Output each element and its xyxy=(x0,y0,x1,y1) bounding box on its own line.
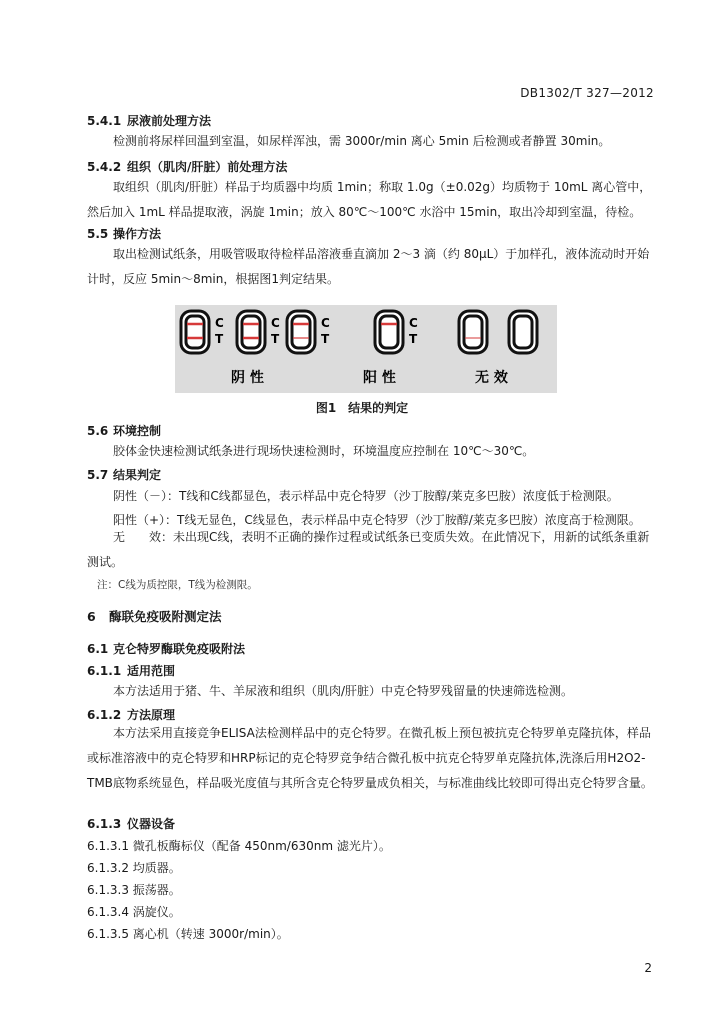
equipment-item: 6.1.3.4 涡旋仪。 xyxy=(87,905,181,919)
c-label: C xyxy=(321,316,330,330)
c-label: C xyxy=(215,316,224,330)
figure-caption: 图1 结果的判定 xyxy=(315,401,409,415)
section-6-heading xyxy=(87,607,222,625)
section-6-1-3-heading xyxy=(87,815,175,832)
label-invalid: 无 效 xyxy=(475,370,508,386)
equipment-item: 6.1.3.5 离心机（转速 3000r/min）。 xyxy=(87,927,289,941)
page-number: 2 xyxy=(644,961,652,975)
section-number: 6.1.2 xyxy=(87,708,122,722)
section-title: 组织（肌肉/肝脏）前处理方法 xyxy=(127,160,288,174)
equipment-item: 6.1.3.3 振荡器。 xyxy=(87,883,181,897)
section-title: 结果判定 xyxy=(113,468,162,482)
section-number: 6.1.1 xyxy=(87,664,122,678)
section-5-5-heading xyxy=(87,225,161,242)
section-6-1-2-body: 本方法采用直接竞争ELISA法检测样品中的克仑特罗。在微孔板上预包被抗克仑特罗单克隆抗体，样品或标准溶液中的克仑特罗和HRP标记的克仑特罗竞争结合微孔板中抗克仑特罗单克隆抗体,洗涤后用H2O2-TMB底物系统显色，样品吸光度值与其所含克仑特罗量成负相关，与标准曲线比较即可得出克仑特罗含量。 xyxy=(87,726,653,790)
c-label: C xyxy=(409,316,418,330)
section-6-1-1-heading xyxy=(87,662,175,679)
section-title: 适用范围 xyxy=(127,664,176,678)
section-6-1-1-body: 本方法适用于猪、牛、羊尿液和组织（肌肉/肝脏）中克仑特罗残留量的快速筛选检测。 xyxy=(113,684,574,698)
result-positive-text: 阳性（+）：T线无显色，C线显色，表示样品中克仑特罗（沙丁胺醇/莱克多巴胺）浓度高于检测限。 xyxy=(113,513,641,527)
section-6-1-heading xyxy=(87,640,245,657)
label-negative: 阴 性 xyxy=(231,370,264,386)
test-strip-invalid-1 xyxy=(459,311,487,353)
section-title: 酶联免疫吸附测定法 xyxy=(109,609,222,624)
t-label: T xyxy=(321,332,330,346)
result-judgement-figure xyxy=(175,305,557,393)
test-strip-positive xyxy=(375,311,403,353)
section-number: 6.1.3 xyxy=(87,817,122,831)
section-number: 5.5 xyxy=(87,227,109,241)
section-number: 5.6 xyxy=(87,424,109,438)
equipment-item: 6.1.3.1 微孔板酶标仪（配备 450nm/630nm 滤光片）。 xyxy=(87,839,391,853)
section-5-7-heading xyxy=(87,466,161,483)
result-invalid-text: 无 效：未出现C线，表明不正确的操作过程或试纸条已变质失效。在此情况下，用新的试纸条重新测试。 xyxy=(87,530,650,569)
t-label: T xyxy=(271,332,280,346)
section-5-6-heading xyxy=(87,422,161,439)
section-5-6-body: 胶体金快速检测试纸条进行现场快速检测时，环境温度应控制在 10℃～30℃。 xyxy=(113,444,535,458)
note-text: 注：C线为质控限，T线为检测限。 xyxy=(97,579,258,591)
section-number: 5.4.2 xyxy=(87,160,122,174)
section-title: 操作方法 xyxy=(113,227,162,241)
section-5-4-2-body: 取组织（肌肉/肝脏）样品于均质器中均质 1min；称取 1.0g（±0.02g）均质物于 10mL 离心管中，然后加入 1mL 样品提取液，涡旋 1min；放入 80℃～100℃ 水浴中 15min，取出冷却到室温，待检。 xyxy=(87,180,652,219)
section-5-4-2-heading xyxy=(87,158,287,175)
test-strip-negative-3 xyxy=(287,311,315,353)
section-number: 6.1 xyxy=(87,642,109,656)
section-title: 尿液前处理方法 xyxy=(127,114,212,128)
c-label: C xyxy=(271,316,280,330)
t-label: T xyxy=(215,332,224,346)
test-strip-negative-1 xyxy=(181,311,209,353)
section-number: 6 xyxy=(87,609,96,624)
section-title: 方法原理 xyxy=(127,708,176,722)
result-negative-text: 阴性（－）：T线和C线都显色，表示样品中克仑特罗（沙丁胺醇/莱克多巴胺）浓度低于检测限。 xyxy=(113,489,619,503)
section-5-4-1-heading xyxy=(87,112,211,129)
t-label: T xyxy=(409,332,418,346)
document-header-id: DB1302/T 327—2012 xyxy=(520,86,654,100)
section-title: 克仑特罗酶联免疫吸附法 xyxy=(113,642,246,656)
test-strip-negative-2 xyxy=(237,311,265,353)
test-strip-invalid-2 xyxy=(509,311,537,353)
equipment-item: 6.1.3.2 均质器。 xyxy=(87,861,181,875)
label-positive: 阳 性 xyxy=(363,370,396,386)
section-number: 5.7 xyxy=(87,468,109,482)
section-5-4-1-body: 检测前将尿样回温到室温，如尿样浑浊，需 3000r/min 离心 5min 后检测或者静置 30min。 xyxy=(113,134,611,148)
section-number: 5.4.1 xyxy=(87,114,122,128)
section-title: 仪器设备 xyxy=(127,817,176,831)
section-5-5-body: 取出检测试纸条，用吸管吸取待检样品溶液垂直滴加 2～3 滴（约 80μL）于加样孔，液体流动时开始计时，反应 5min～8min，根据图1判定结果。 xyxy=(87,247,650,286)
section-title: 环境控制 xyxy=(113,424,162,438)
